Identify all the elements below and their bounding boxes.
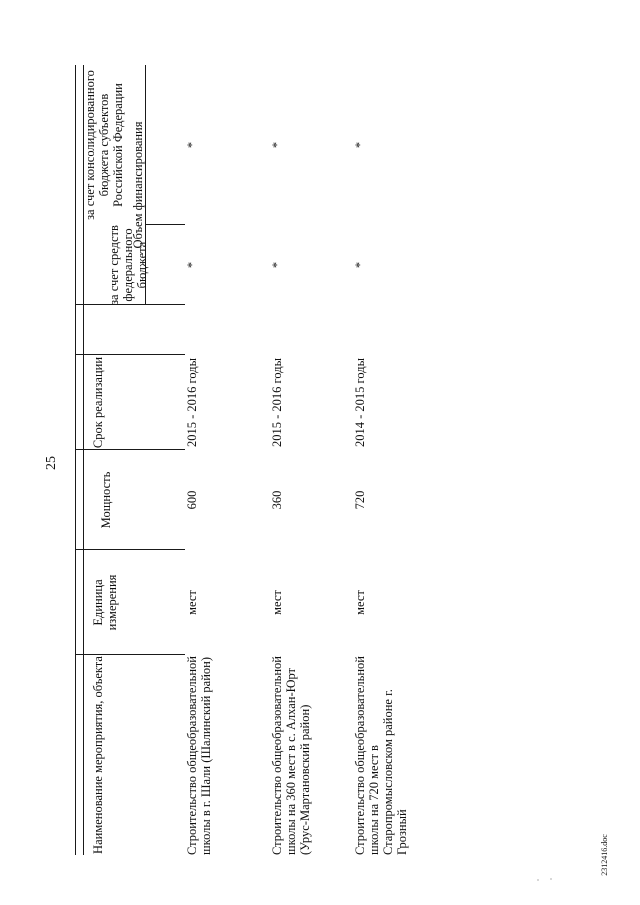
page-number: 25 xyxy=(44,456,59,470)
header-capacity: Мощность xyxy=(99,471,113,529)
row-1-regional: * xyxy=(185,141,199,149)
scan-speck xyxy=(550,878,551,879)
row-2-federal: * xyxy=(270,261,284,269)
header-period: Срок реализации xyxy=(91,356,105,449)
row-2-period: 2015 - 2016 годы xyxy=(270,358,284,448)
row-3-federal: * xyxy=(353,261,367,269)
row-3-regional: * xyxy=(353,141,367,149)
row-3-unit: мест xyxy=(353,590,367,615)
row-1-capacity: 600 xyxy=(185,490,199,510)
row-2-capacity: 360 xyxy=(270,490,284,510)
header-regional: за счет консолидированного бюджета субъектов Российской Федерации xyxy=(83,70,125,220)
scan-speck xyxy=(537,879,538,880)
row-2-name: Строительство общеобразовательной школы на 360 мест в с. Алхан-Юрт (Урус-Мартановский район) xyxy=(270,656,312,855)
header-funding-group: Объем финансирования xyxy=(131,121,145,249)
row-1-unit: мест xyxy=(185,590,199,615)
row-3-period: 2014 - 2015 годы xyxy=(353,358,367,448)
row-1-federal: * xyxy=(185,261,199,269)
header-unit: Единица измерения xyxy=(91,574,119,631)
document-footer: 2312416.doc xyxy=(600,834,609,876)
row-3-capacity: 720 xyxy=(353,490,367,510)
row-1-name: Строительство общеобразовательной школы в г. Шали (Шалинский район) xyxy=(185,656,213,855)
row-2-unit: мест xyxy=(270,590,284,615)
row-2-regional: * xyxy=(270,141,284,149)
header-federal: за счет средств федерального бюджета xyxy=(107,225,149,305)
row-1-period: 2015 - 2016 годы xyxy=(185,358,199,448)
row-3-name: Строительство общеобразовательной школы на 720 мест в Старопромысловском районе г. Грозный xyxy=(353,656,409,855)
header-name: Наименование мероприятия, объекта xyxy=(91,656,105,854)
